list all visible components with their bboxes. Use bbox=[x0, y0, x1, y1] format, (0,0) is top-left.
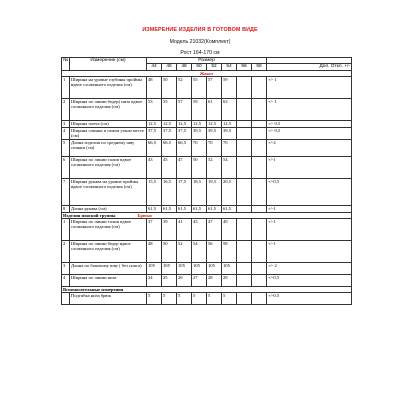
document-title: ИЗМЕРЕНИЕ ИЗДЕЛИЯ В ГОТОВОМ ВИДЕ bbox=[142, 27, 258, 33]
trousers-value-46: 25 bbox=[162, 275, 177, 287]
jacket-row-number: 8 bbox=[62, 205, 70, 212]
jacket-value-56 bbox=[237, 178, 252, 205]
jacket-value-44: 53 bbox=[147, 98, 162, 120]
jacket-value-52: 39,5 bbox=[207, 127, 222, 139]
jacket-row-name: Длина изделия по среднему шву спинки (см) bbox=[70, 139, 147, 156]
trousers-row-tolerance: +/-0,5 bbox=[267, 275, 352, 287]
trousers-row-number: 4 bbox=[62, 275, 70, 287]
jacket-value-44: 48 bbox=[147, 76, 162, 98]
group-aux: Вспомогательные измерения bbox=[62, 287, 352, 293]
jacket-value-56 bbox=[237, 120, 252, 127]
trousers-value-56 bbox=[237, 263, 252, 275]
aux-value-54: 5 bbox=[222, 293, 237, 305]
size-header-46: 46 bbox=[162, 64, 177, 70]
aux-value-56 bbox=[237, 293, 252, 305]
trousers-value-58 bbox=[252, 219, 267, 241]
jacket-value-56 bbox=[237, 156, 252, 178]
table-row bbox=[62, 178, 352, 205]
aux-value-48: 5 bbox=[177, 293, 192, 305]
jacket-row-tolerance: +/-1 bbox=[267, 156, 352, 178]
jacket-value-48: 17,5 bbox=[177, 178, 192, 205]
jacket-value-56 bbox=[237, 127, 252, 139]
jacket-row-tolerance: +/- 1 bbox=[267, 76, 352, 98]
jacket-row-number: 7 bbox=[62, 178, 70, 205]
model-label: Модель 21032(Комплект) bbox=[169, 39, 231, 45]
jacket-value-50: 50 bbox=[192, 156, 207, 178]
jacket-value-52: 19,5 bbox=[207, 178, 222, 205]
jacket-row-number: 5 bbox=[62, 139, 70, 156]
table-row bbox=[62, 139, 352, 156]
aux-row-number bbox=[62, 293, 70, 305]
jacket-value-48: 52 bbox=[177, 76, 192, 98]
trousers-value-46: 39 bbox=[162, 219, 177, 241]
jacket-value-44: 37,5 bbox=[147, 127, 162, 139]
jacket-value-46: 66,5 bbox=[162, 139, 177, 156]
table-row bbox=[62, 98, 352, 120]
jacket-value-46: 50 bbox=[162, 76, 177, 98]
trousers-row-name: Ширина по линии низа bbox=[70, 275, 147, 287]
jacket-value-44: 15,5 bbox=[147, 178, 162, 205]
jacket-row-name: Ширина по линии бедер( низа вдвое сложенного изделия (см) bbox=[70, 98, 147, 120]
jacket-value-46: 16,5 bbox=[162, 178, 177, 205]
jacket-value-48: 37,5 bbox=[177, 127, 192, 139]
jacket-value-50: 18,5 bbox=[192, 178, 207, 205]
aux-value-44: 5 bbox=[147, 293, 162, 305]
trousers-value-56 bbox=[237, 241, 252, 263]
trousers-value-44: 105 bbox=[147, 263, 162, 275]
trousers-value-58 bbox=[252, 263, 267, 275]
jacket-row-tolerance: +/- 0,5 bbox=[267, 127, 352, 139]
measurement-table bbox=[61, 57, 352, 305]
jacket-value-58 bbox=[252, 76, 267, 98]
trousers-value-58 bbox=[252, 275, 267, 287]
jacket-value-54: 63 bbox=[222, 98, 237, 120]
jacket-value-48: 57 bbox=[177, 98, 192, 120]
jacket-row-number: 2 bbox=[62, 98, 70, 120]
size-header-56: 56 bbox=[237, 64, 252, 70]
jacket-row-name: Ширина на уровне глубины проймы вдвое сложенного изделия (см) bbox=[70, 76, 147, 98]
jacket-value-52: 12,5 bbox=[207, 120, 222, 127]
jacket-value-46: 55 bbox=[162, 98, 177, 120]
trousers-value-52: 47 bbox=[207, 219, 222, 241]
trousers-value-50: 54 bbox=[192, 241, 207, 263]
jacket-row-name: Ширина плеча (см) bbox=[70, 120, 147, 127]
jacket-row-tolerance: +/- 0,5 bbox=[267, 120, 352, 127]
size-header-50: 50 bbox=[192, 64, 207, 70]
jacket-value-44: 66,5 bbox=[147, 139, 162, 156]
section-jacket: Жакет bbox=[62, 70, 352, 76]
table-row bbox=[62, 127, 352, 139]
trousers-value-52: 105 bbox=[207, 263, 222, 275]
jacket-value-54: 70 bbox=[222, 139, 237, 156]
table-row bbox=[62, 120, 352, 127]
size-header-54: 54 bbox=[222, 64, 237, 70]
jacket-value-58 bbox=[252, 139, 267, 156]
jacket-value-46: 61,5 bbox=[162, 205, 177, 212]
jacket-value-52: 57 bbox=[207, 76, 222, 98]
trousers-row-tolerance: +/- 2 bbox=[267, 263, 352, 275]
trousers-row-name: Ширина по линии талии вдвое сложенного изделия (см) bbox=[70, 219, 147, 241]
trousers-value-48: 41 bbox=[177, 219, 192, 241]
jacket-row-number: 4 bbox=[62, 127, 70, 139]
trousers-value-56 bbox=[237, 275, 252, 287]
jacket-value-54: 12,5 bbox=[222, 120, 237, 127]
jacket-value-46: 37,5 bbox=[162, 127, 177, 139]
jacket-value-48: 47 bbox=[177, 156, 192, 178]
jacket-value-58 bbox=[252, 98, 267, 120]
trousers-value-54: 58 bbox=[222, 241, 237, 263]
trousers-value-54: 29 bbox=[222, 275, 237, 287]
trousers-value-56 bbox=[237, 219, 252, 241]
jacket-row-tolerance: +/-1 bbox=[267, 205, 352, 212]
jacket-row-name: Длина рукава (см) bbox=[70, 205, 147, 212]
col-num-header: № bbox=[62, 58, 70, 71]
trousers-row-name: Ширина по линии бедер вдвое сложенного изделия (см) bbox=[70, 241, 147, 263]
jacket-value-44: 12,5 bbox=[147, 120, 162, 127]
table-row bbox=[62, 205, 352, 212]
jacket-value-50: 70 bbox=[192, 139, 207, 156]
jacket-value-50: 12,5 bbox=[192, 120, 207, 127]
trousers-value-44: 37 bbox=[147, 219, 162, 241]
table-row bbox=[62, 293, 352, 305]
col-size-header: Размер bbox=[147, 58, 267, 64]
group-trousers-label: Изделия поясной группы bbox=[63, 212, 116, 218]
trousers-value-44: 24 bbox=[147, 275, 162, 287]
trousers-value-50: 45 bbox=[192, 219, 207, 241]
trousers-row-name: Длина по боковому шву ( без пояса) bbox=[70, 263, 147, 275]
trousers-value-50: 105 bbox=[192, 263, 207, 275]
jacket-value-48: 61,5 bbox=[177, 205, 192, 212]
aux-value-58 bbox=[252, 293, 267, 305]
size-header-58: 58 bbox=[252, 64, 267, 70]
jacket-value-52: 70 bbox=[207, 139, 222, 156]
jacket-value-44: 61,5 bbox=[147, 205, 162, 212]
jacket-value-54: 54 bbox=[222, 156, 237, 178]
jacket-value-50: 39,5 bbox=[192, 127, 207, 139]
table-row bbox=[62, 76, 352, 98]
jacket-value-46: 45 bbox=[162, 156, 177, 178]
trousers-value-46: 105 bbox=[162, 263, 177, 275]
jacket-value-46: 12,5 bbox=[162, 120, 177, 127]
trousers-value-44: 48 bbox=[147, 241, 162, 263]
jacket-value-50: 55 bbox=[192, 76, 207, 98]
trousers-row-number: 1 bbox=[62, 219, 70, 241]
jacket-value-56 bbox=[237, 76, 252, 98]
jacket-value-52: 52 bbox=[207, 156, 222, 178]
trousers-row-tolerance: +/-1 bbox=[267, 241, 352, 263]
jacket-value-54: 61,5 bbox=[222, 205, 237, 212]
aux-value-52: 5 bbox=[207, 293, 222, 305]
jacket-value-58 bbox=[252, 120, 267, 127]
jacket-row-number: 6 bbox=[62, 156, 70, 178]
jacket-value-58 bbox=[252, 178, 267, 205]
jacket-value-56 bbox=[237, 98, 252, 120]
trousers-value-58 bbox=[252, 241, 267, 263]
jacket-row-tolerance: +/- 1 bbox=[267, 98, 352, 120]
trousers-value-46: 50 bbox=[162, 241, 177, 263]
jacket-row-tolerance: +/-0,5 bbox=[267, 178, 352, 205]
jacket-value-56 bbox=[237, 205, 252, 212]
trousers-value-50: 27 bbox=[192, 275, 207, 287]
jacket-value-52: 61,5 bbox=[207, 205, 222, 212]
jacket-row-name: Ширина по линии талии вдвое сложенного изделия (см) bbox=[70, 156, 147, 178]
jacket-row-tolerance: +/-2 bbox=[267, 139, 352, 156]
height-label: Рост 164-170 см bbox=[180, 50, 220, 56]
col-tol-header: Доп. Откл. +/- bbox=[267, 64, 352, 70]
size-header-48: 48 bbox=[177, 64, 192, 70]
trousers-value-54: 105 bbox=[222, 263, 237, 275]
jacket-value-50: 59 bbox=[192, 98, 207, 120]
aux-row-name: Подгибка низа брюк bbox=[70, 293, 147, 305]
trousers-value-52: 56 bbox=[207, 241, 222, 263]
trousers-value-54: 49 bbox=[222, 219, 237, 241]
jacket-value-48: 12,5 bbox=[177, 120, 192, 127]
jacket-value-58 bbox=[252, 156, 267, 178]
jacket-value-48: 66,5 bbox=[177, 139, 192, 156]
size-header-44: 44 bbox=[147, 64, 162, 70]
trousers-row-tolerance: +/-1 bbox=[267, 219, 352, 241]
jacket-value-54: 20,5 bbox=[222, 178, 237, 205]
trousers-label: Брюки bbox=[137, 212, 152, 218]
jacket-value-58 bbox=[252, 205, 267, 212]
aux-row-tolerance: +/-0,5 bbox=[267, 293, 352, 305]
table-row bbox=[62, 241, 352, 263]
table-row bbox=[62, 263, 352, 275]
jacket-value-58 bbox=[252, 127, 267, 139]
table-row bbox=[62, 219, 352, 241]
jacket-row-number: 1 bbox=[62, 76, 70, 98]
jacket-value-56 bbox=[237, 139, 252, 156]
table-row bbox=[62, 275, 352, 287]
jacket-row-name: Ширина рукава на уровне проймы вдвое сложенного изделия (см) bbox=[70, 178, 147, 205]
aux-value-46: 5 bbox=[162, 293, 177, 305]
size-header-52: 52 bbox=[207, 64, 222, 70]
jacket-value-52: 61 bbox=[207, 98, 222, 120]
jacket-value-54: 39,5 bbox=[222, 127, 237, 139]
jacket-value-54: 59 bbox=[222, 76, 237, 98]
jacket-row-number: 3 bbox=[62, 120, 70, 127]
aux-value-50: 5 bbox=[192, 293, 207, 305]
trousers-value-48: 26 bbox=[177, 275, 192, 287]
trousers-row-number: 3 bbox=[62, 263, 70, 275]
trousers-value-48: 105 bbox=[177, 263, 192, 275]
table-row bbox=[62, 156, 352, 178]
col-measure-header: Измерение (см) bbox=[70, 58, 147, 71]
trousers-value-52: 28 bbox=[207, 275, 222, 287]
trousers-row-number: 2 bbox=[62, 241, 70, 263]
jacket-value-50: 61,5 bbox=[192, 205, 207, 212]
jacket-value-44: 43 bbox=[147, 156, 162, 178]
jacket-row-name: Ширина спинки в самом узком месте (см) bbox=[70, 127, 147, 139]
trousers-value-48: 52 bbox=[177, 241, 192, 263]
